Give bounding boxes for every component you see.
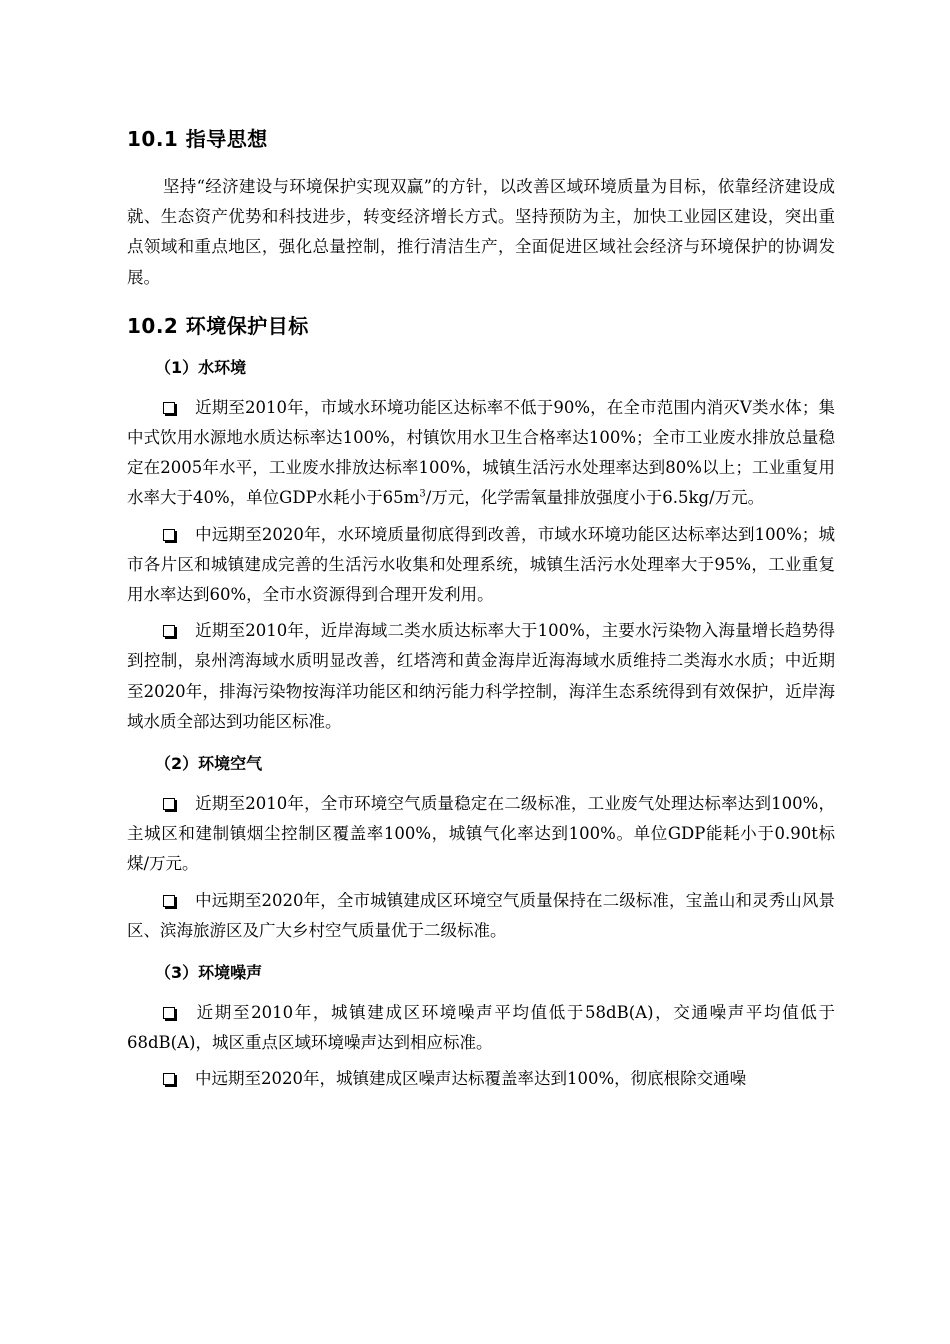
- air-goal-item-2-text: 中远期至2020年，全市城镇建成区环境空气质量保持在二级标准，宝盖山和灵秀山风景区、滨海旅游区及广大乡村空气质量优于二级标准。: [127, 890, 835, 940]
- checkbox-bullet-icon: [163, 529, 175, 541]
- water-goal-item-1-text-tail: /万元，化学需氧量排放强度小于6.5kg/万元。: [425, 488, 765, 508]
- checkbox-bullet-icon: [163, 402, 175, 414]
- water-goal-item-1-text: 近期至2010年，市域水环境功能区达标率不低于90%，在全市范围内消灭Ⅴ类水体；集中式饮用水源地水质达标率达100%，村镇饮用水卫生合格率达100%；全市工业废水排放总量稳定在2005年水平，工业废水排放达标率100%，城镇生活污水处理率达到80%以上；工业重复用水率大于40%，单位GDP水耗小于65m: [127, 397, 835, 508]
- superscript: 3: [419, 488, 426, 500]
- water-environment-section: [127, 355, 835, 737]
- checkbox-bullet-icon: [163, 895, 175, 907]
- section-heading-10-1: 10.1 指导思想: [127, 127, 268, 151]
- noise-goal-item-2-text: 中远期至2020年，城镇建成区噪声达标覆盖率达到100%，彻底根除交通噪: [195, 1069, 747, 1089]
- air-goal-item-1: [127, 789, 835, 880]
- water-goal-item-1: [127, 393, 835, 514]
- subheading-air: （2）环境空气: [155, 754, 263, 774]
- noise-goal-item-2: [127, 1064, 835, 1094]
- air-environment-section: [127, 751, 835, 946]
- water-goal-item-2-text: 中远期至2020年，水环境质量彻底得到改善，市域水环境功能区达标率达到100%；城市各片区和城镇建成完善的生活污水收集和处理系统，城镇生活污水处理率大于95%，工业重复用水率达到60%，全市水资源得到合理开发利用。: [127, 524, 835, 605]
- air-goal-item-2: [127, 886, 835, 946]
- guiding-thought-paragraph: 坚持“经济建设与环境保护实现双赢”的方针，以改善区域环境质量为目标，依靠经济建设成就、生态资产优势和科技进步，转变经济增长方式。坚持预防为主，加快工业园区建设，突出重点领域和重点地区，强化总量控制，推行清洁生产，全面促进区域社会经济与环境保护的协调发展。: [127, 177, 835, 287]
- noise-goal-item-1: [127, 998, 835, 1058]
- document-content: [127, 120, 835, 1101]
- checkbox-bullet-icon: [163, 1007, 175, 1019]
- water-goal-item-3: [127, 616, 835, 737]
- checkbox-bullet-icon: [163, 798, 175, 810]
- checkbox-bullet-icon: [163, 625, 175, 637]
- section-heading-10-2: 10.2 环境保护目标: [127, 313, 309, 338]
- water-goal-item-2: [127, 520, 835, 611]
- air-goal-item-1-text: 近期至2010年，全市环境空气质量稳定在二级标准，工业废气处理达标率达到100%，主城区和建制镇烟尘控制区覆盖率100%，城镇气化率达到100%。单位GDP能耗小于0.90t标煤/万元。: [127, 794, 835, 874]
- water-goal-item-3-text: 近期至2010年，近岸海域二类水质达标率大于100%，主要水污染物入海量增长趋势得到控制，泉州湾海域水质明显改善，红塔湾和黄金海岸近海海域水质维持二类海水水质；中近期至2020年，排海污染物按海洋功能区和纳污能力科学控制，海洋生态系统得到有效保护，近岸海域水质全部达到功能区标准。: [127, 621, 835, 731]
- noise-environment-section: [127, 960, 835, 1095]
- subheading-water: （1）水环境: [155, 357, 247, 377]
- subheading-noise: （3）环境噪声: [155, 963, 263, 983]
- noise-goal-item-1-text: 近期至2010年，城镇建成区环境噪声平均值低于58dB(A)，交通噪声平均值低于68dB(A)，城区重点区域环境噪声达到相应标准。: [127, 1003, 835, 1053]
- checkbox-bullet-icon: [163, 1073, 175, 1085]
